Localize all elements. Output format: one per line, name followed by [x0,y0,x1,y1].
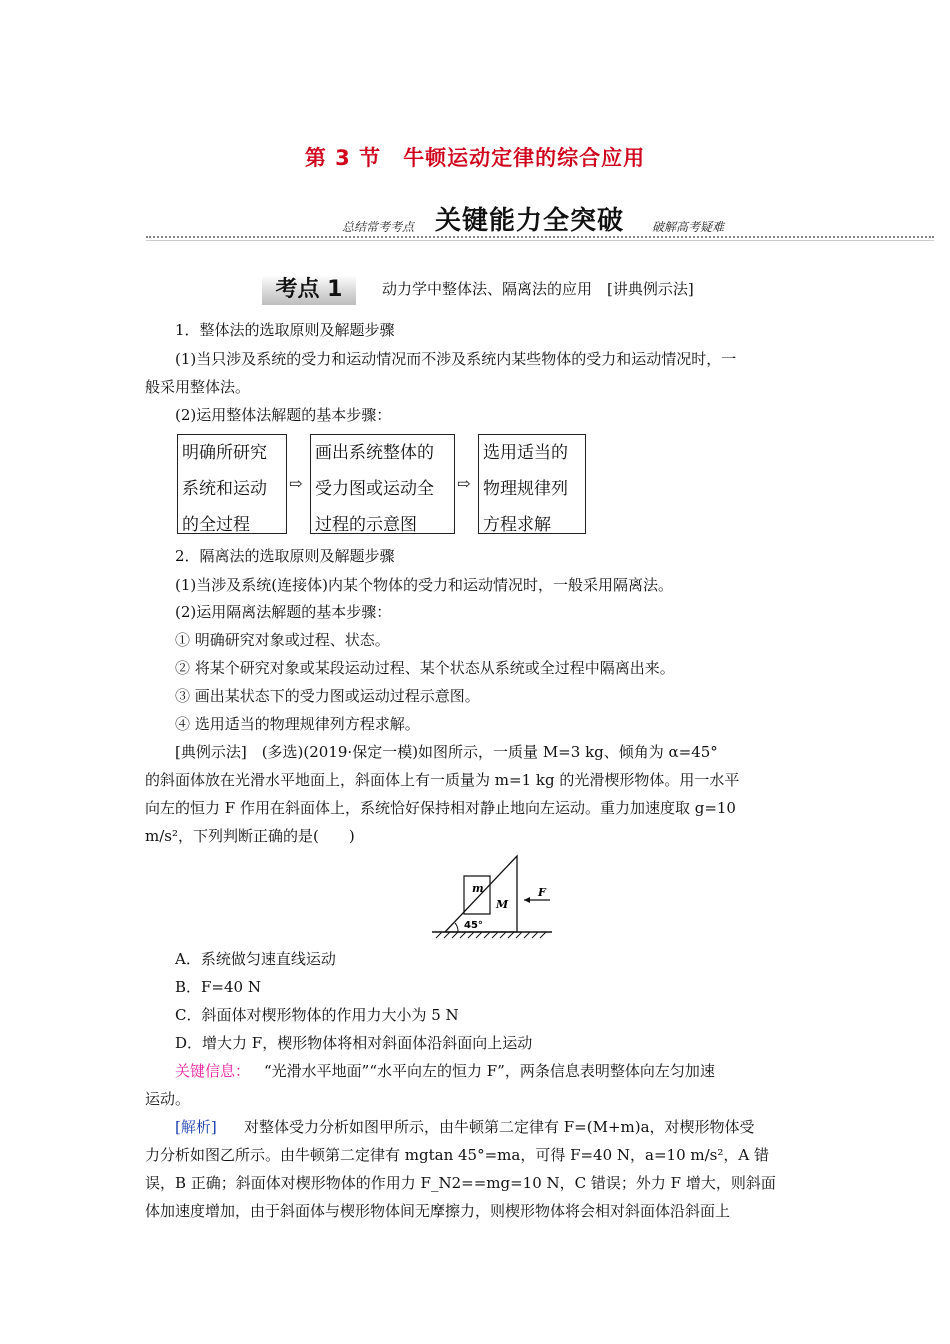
step-line: 选用适当的 [483,443,568,463]
label-M: M [496,898,509,911]
banner-divider-shadow [146,240,934,241]
page-title: 第 3 节 牛顿运动定律的综合应用 [304,146,646,170]
section2-item: ④ 选用适当的物理规律列方程求解。 [175,715,420,733]
key-info-label: 关键信息： [175,1062,251,1080]
force-arrowhead-icon [524,897,530,903]
step-line: 系统和运动 [182,479,267,499]
banner-title: 关键能力全突破 [435,206,625,236]
step-line: 受力图或运动全 [315,479,434,499]
example-line-2: 的斜面体放在光滑水平地面上，斜面体上有一质量为 m=1 kg 的光滑楔形物体。用一水平 [145,771,740,789]
section1-heading: 1．整体法的选取原则及解题步骤 [175,321,395,339]
section1-paragraph-1a: (1)当只涉及系统的受力和运动情况而不涉及系统内某些物体的受力和运动情况时，一 [175,350,737,368]
analysis-line-4: 体加速度增加，由于斜面体与楔形物体间无摩擦力，则楔形物体将会相对斜面体沿斜面上 [145,1202,731,1220]
step-line: 明确所研究 [182,443,267,463]
angle-arc [455,923,458,932]
example-line-3: 向左的恒力 F 作用在斜面体上，系统恰好保持相对静止地向左运动。重力加速度取 g=10 [145,799,736,817]
example-line-1: [典例示法] (多选)(2019·保定一模)如图所示，一质量 M=3 kg、倾角为 α=45° [175,743,718,761]
key-info-text-1: “光滑水平地面”“水平向左的恒力 F”，两条信息表明整体向左匀加速 [264,1062,715,1080]
section1-paragraph-1b: 般采用整体法。 [145,378,251,396]
step-line: 方程求解 [483,515,551,535]
label-F: F [538,886,546,899]
key-info-text-2: 运动。 [145,1090,191,1108]
step-box-2 [310,434,455,534]
step-box-3 [478,434,586,534]
section1-paragraph-2: (2)运用整体法解题的基本步骤： [175,406,392,424]
step-line: 画出系统整体的 [315,443,434,463]
section2-paragraph-2: (2)运用隔离法解题的基本步骤： [175,603,392,621]
banner-right-text: 破解高考疑难 [652,220,725,234]
label-m: m [472,882,484,895]
incline-figure [428,852,558,942]
section2-item: ② 将某个研究对象或某段运动过程、某个状态从系统或全过程中隔离出来。 [175,659,675,677]
step-box-1 [177,434,287,534]
kaodian-title: 动力学中整体法、隔离法的应用 [讲典例示法] [382,280,694,298]
step-line: 物理规律列 [483,479,568,499]
option-d: D．增大力 F，楔形物体将相对斜面体沿斜面向上运动 [175,1034,533,1052]
ground-hatching [436,932,546,938]
section2-item: ① 明确研究对象或过程、状态。 [175,631,390,649]
step-line: 的全过程 [182,515,250,535]
option-b: B．F=40 N [175,978,261,996]
section2-paragraph-1: (1)当涉及系统(连接体)内某个物体的受力和运动情况时，一般采用隔离法。 [175,576,673,594]
label-angle: 45° [464,920,483,931]
banner-divider [146,236,934,238]
analysis-line-3: 误，B 正确；斜面体对楔形物体的作用力 F_N2==mg=10 N，C 错误；外力 F 增大，则斜面 [145,1174,776,1192]
analysis-line-2: 力分析如图乙所示。由牛顿第二定律有 mgtan 45°=ma，可得 F=40 N，a=10 m/s²，A 错 [145,1146,769,1164]
flow-arrow-icon: ⇨ [457,474,471,493]
option-c: C．斜面体对楔形物体的作用力大小为 5 N [175,1006,459,1024]
analysis-line-1: 对整体受力分析如图甲所示，由牛顿第二定律有 F=(M+m)a，对楔形物体受 [244,1118,755,1136]
section2-item: ③ 画出某状态下的受力图或运动过程示意图。 [175,687,480,705]
kaodian-badge: 考点 1 [262,275,356,305]
step-line: 过程的示意图 [315,515,417,535]
flow-arrow-icon: ⇨ [289,474,303,493]
banner-left-text: 总结常考考点 [342,220,415,234]
section2-heading: 2．隔离法的选取原则及解题步骤 [175,547,395,565]
analysis-label: [解析] [175,1118,217,1136]
option-a: A．系统做匀速直线运动 [175,950,336,968]
example-line-4: m/s²，下列判断正确的是( ) [145,827,355,845]
